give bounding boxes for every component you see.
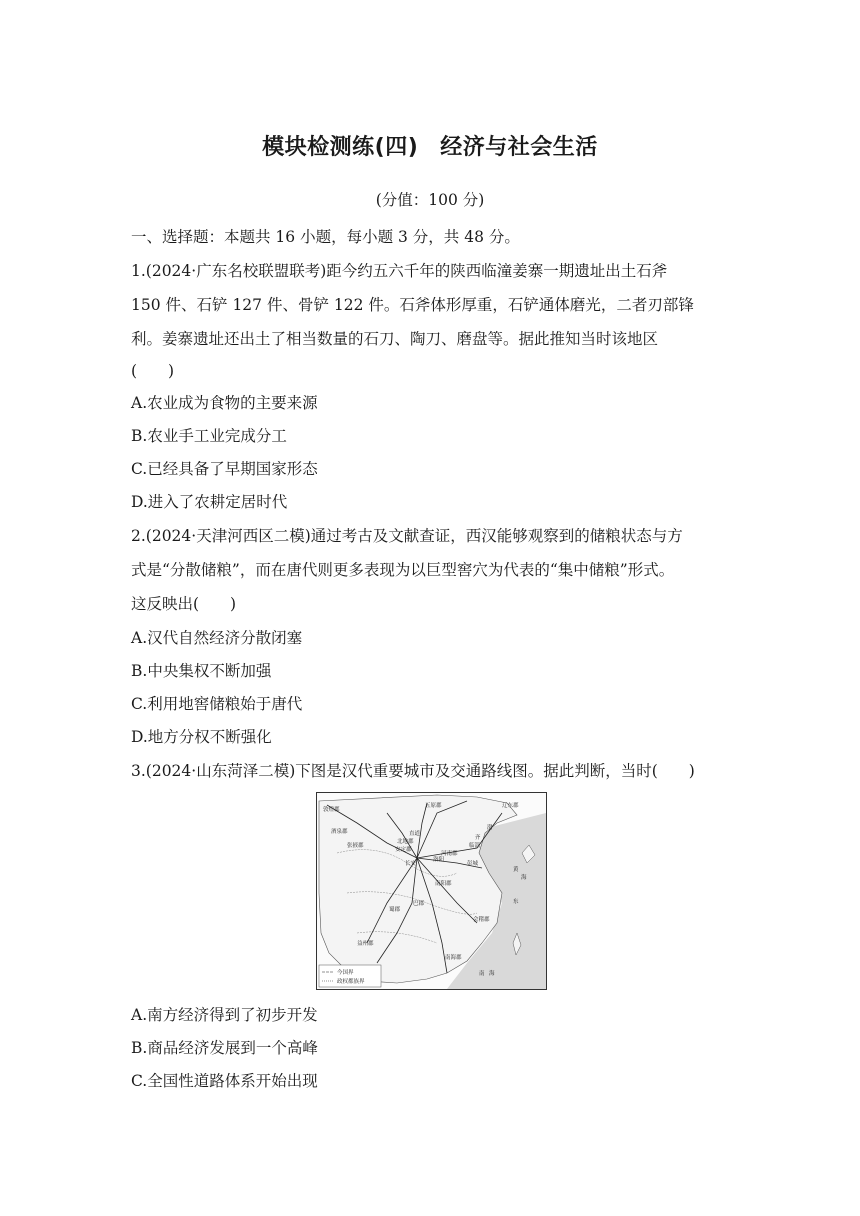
map-label: 彭城 <box>467 861 479 867</box>
q1-stem-line: 1.(2024·广东名校联盟联考)距今约五六千年的陕西临潼姜寨一期遗址出土石斧 <box>131 262 668 280</box>
map-label: 齐 <box>475 835 481 841</box>
map-label: 东 <box>513 899 519 905</box>
map-label: 五原郡 <box>425 803 442 809</box>
q1-option-b: B.农业手工业完成分工 <box>131 427 287 445</box>
map-label: 海 <box>521 875 527 881</box>
legend-label: 今国界 <box>337 970 354 976</box>
map-label: 巴郡 <box>413 901 425 907</box>
map-label: 长安 <box>405 861 417 867</box>
page-title <box>0 130 860 161</box>
map-label: 蜀郡 <box>389 907 401 913</box>
map-label: 会稽郡 <box>473 917 490 923</box>
q1-option-a: A.农业成为食物的主要来源 <box>131 394 318 412</box>
q2-option-c: C.利用地窖储粮始于唐代 <box>131 695 303 713</box>
map-label: 益州郡 <box>357 941 374 947</box>
title-topic: 经济与社会生活 <box>440 135 598 160</box>
q2-stem-line: 这反映出( ) <box>131 595 237 613</box>
map-label: 敦煌郡 <box>323 807 340 813</box>
q1-stem-line: 150 件、石铲 127 件、骨铲 122 件。石斧体形厚重，石铲通体磨光，二者刃部锋 <box>131 296 694 314</box>
q2-option-a: A.汉代自然经济分散闭塞 <box>131 629 303 647</box>
map-label: 河南郡 <box>441 851 458 857</box>
map-label: 南阳郡 <box>435 881 452 887</box>
score-note: (分值：100 分) <box>375 191 485 209</box>
map-label: 直道 <box>409 831 421 837</box>
map-label: 黄 <box>513 867 519 873</box>
map-label: 张掖郡 <box>347 843 364 849</box>
map-label: 洛阳 <box>433 857 445 863</box>
q3-option-b: B.商品经济发展到一个高峰 <box>131 1039 318 1057</box>
q2-option-d: D.地方分权不断强化 <box>131 728 272 746</box>
q1-answer-blank: ( ) <box>131 362 175 380</box>
section-heading: 一、选择题：本题共 16 小题，每小题 3 分，共 48 分。 <box>131 228 520 246</box>
q1-option-c: C.已经具备了早期国家形态 <box>131 460 318 478</box>
map-label: 南 <box>479 971 485 977</box>
map-label: 临淄 <box>469 843 481 849</box>
q2-stem-line: 2.(2024·天津河西区二模)通过考古及文献查证，西汉能够观察到的储粮状态与方 <box>131 527 683 545</box>
q3-option-a: A.南方经济得到了初步开发 <box>131 1006 318 1024</box>
map-label: 海 <box>489 971 495 977</box>
map-label: 安定郡 <box>395 847 412 853</box>
q2-option-b: B.中央集权不断加强 <box>131 662 272 680</box>
q1-stem-line: 利。姜寨遗址还出土了相当数量的石刀、陶刀、磨盘等。据此推知当时该地区 <box>131 330 659 348</box>
map-label: 酒泉郡 <box>331 829 348 835</box>
map-label: 渤 <box>487 825 493 831</box>
q1-option-d: D.进入了农耕定居时代 <box>131 493 288 511</box>
q3-stem-line: 3.(2024·山东菏泽二模)下图是汉代重要城市及交通路线图。据此判断，当时( ) <box>131 762 695 780</box>
map-figure <box>317 793 546 989</box>
map-label: 辽东郡 <box>502 803 519 809</box>
q2-stem-line: 式是“分散储粮”，而在唐代则更多表现为以巨型窖穴为代表的“集中储粮”形式。 <box>131 561 675 579</box>
han-dynasty-routes-map <box>316 792 547 990</box>
map-label: 北地郡 <box>397 839 414 845</box>
map-label: 南海郡 <box>445 955 462 961</box>
title-module: 模块检测练(四) <box>262 135 419 160</box>
legend-label: 政权都族界 <box>337 979 365 985</box>
q3-option-c: C.全国性道路体系开始出现 <box>131 1072 318 1090</box>
